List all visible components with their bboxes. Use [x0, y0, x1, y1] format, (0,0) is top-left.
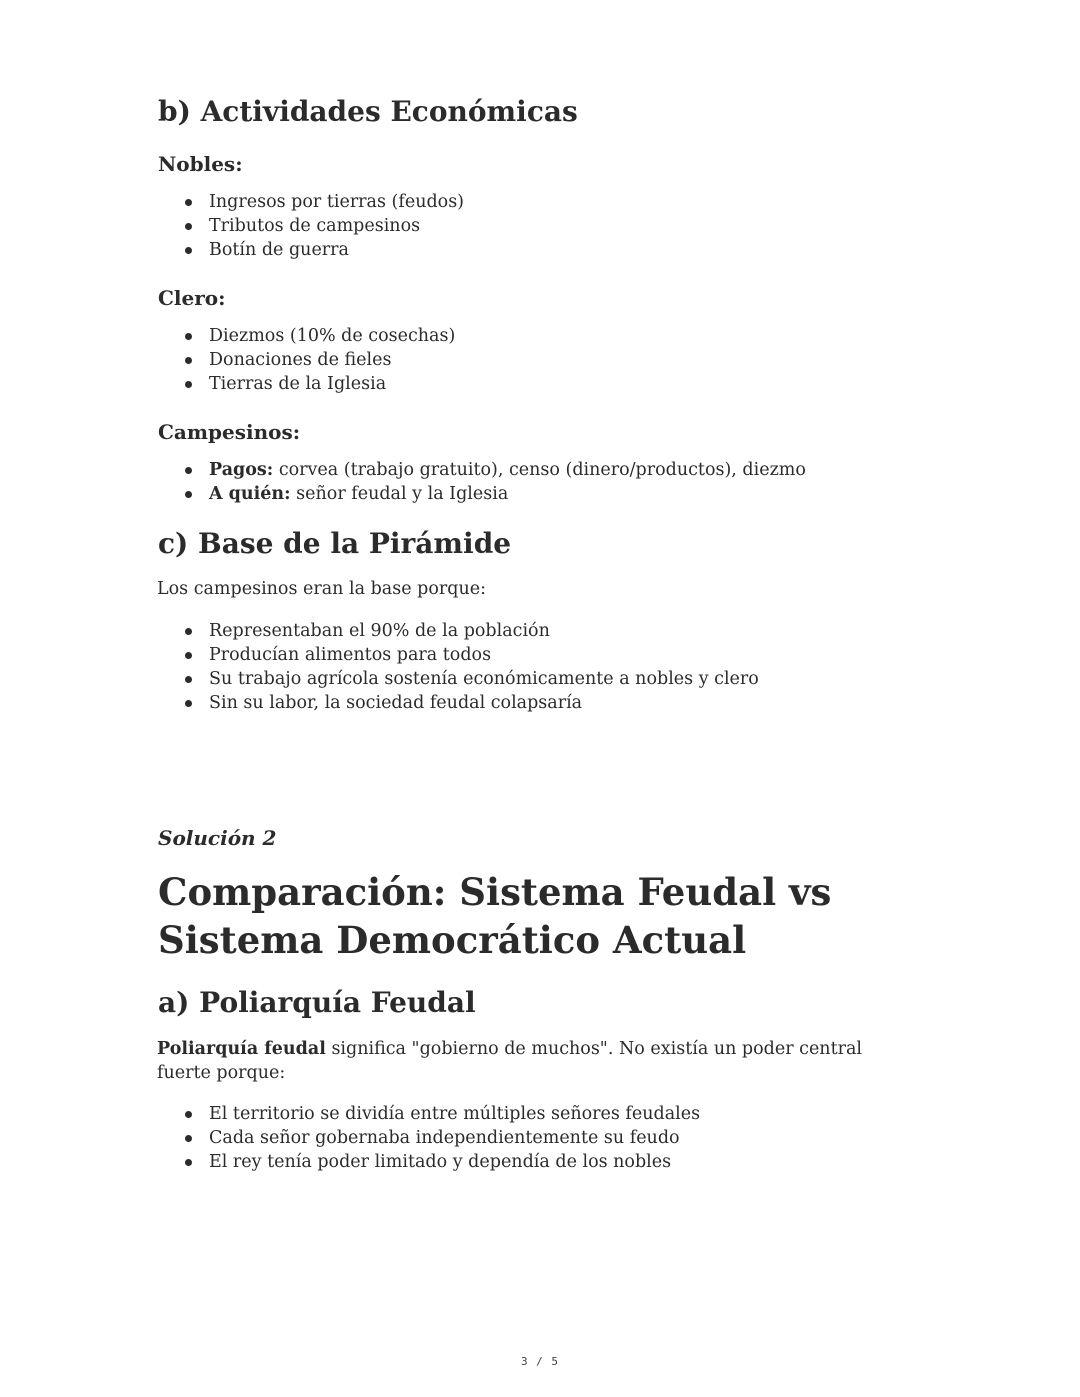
- clero-heading: Clero:: [158, 286, 226, 310]
- section-a-intro: [157, 1037, 897, 1085]
- section-c-list: [165, 619, 759, 715]
- nobles-heading: Nobles:: [158, 152, 243, 176]
- item-text: corvea (trabajo gratuito), censo (dinero/productos), diezmo: [273, 460, 806, 480]
- list-item: [209, 458, 806, 482]
- intro-term: Poliarquía feudal: [157, 1039, 326, 1059]
- list-item: Producían alimentos para todos: [209, 643, 759, 667]
- list-item: Tierras de la Iglesia: [209, 372, 455, 396]
- list-item: Donaciones de fieles: [209, 348, 455, 372]
- list-item: El territorio se dividía entre múltiples señores feudales: [209, 1104, 701, 1124]
- solution-label: Solución 2: [158, 826, 277, 850]
- section-c-heading: c) Base de la Pirámide: [158, 527, 512, 560]
- list-item: Sin su labor, la sociedad feudal colapsaría: [209, 691, 759, 715]
- section-c-intro: Los campesinos eran la base porque:: [157, 579, 486, 599]
- page-title: Comparación: Sistema Feudal vs Sistema Democrático Actual: [158, 870, 832, 962]
- campesinos-list: [165, 458, 806, 506]
- list-item: Diezmos (10% de cosechas): [209, 326, 456, 346]
- campesinos-heading: Campesinos:: [158, 420, 301, 444]
- section-b-heading: b) Actividades Económicas: [158, 95, 578, 128]
- list-item: Su trabajo agrícola sostenía económicamente a nobles y clero: [209, 669, 759, 689]
- clero-list: [165, 324, 455, 396]
- section-a-list: [165, 1102, 700, 1174]
- list-item: El rey tenía poder limitado y dependía de los nobles: [209, 1150, 700, 1174]
- item-label: Pagos:: [209, 460, 274, 480]
- list-item: Cada señor gobernaba independientemente su feudo: [209, 1126, 700, 1150]
- list-item: Ingresos por tierras (feudos): [209, 192, 465, 212]
- page-number: 3 / 5: [520, 1355, 560, 1368]
- section-a-heading: a) Poliarquía Feudal: [158, 986, 476, 1019]
- item-label: A quién:: [209, 484, 291, 504]
- intro-rest: significa "gobierno de muchos". No existía un poder central fuerte porque:: [157, 1039, 863, 1083]
- list-item: [209, 482, 806, 506]
- list-item: Tributos de campesinos: [209, 214, 464, 238]
- list-item: Representaban el 90% de la población: [209, 619, 759, 643]
- item-text: señor feudal y la Iglesia: [290, 484, 509, 504]
- nobles-list: [165, 190, 464, 262]
- list-item: Botín de guerra: [209, 238, 464, 262]
